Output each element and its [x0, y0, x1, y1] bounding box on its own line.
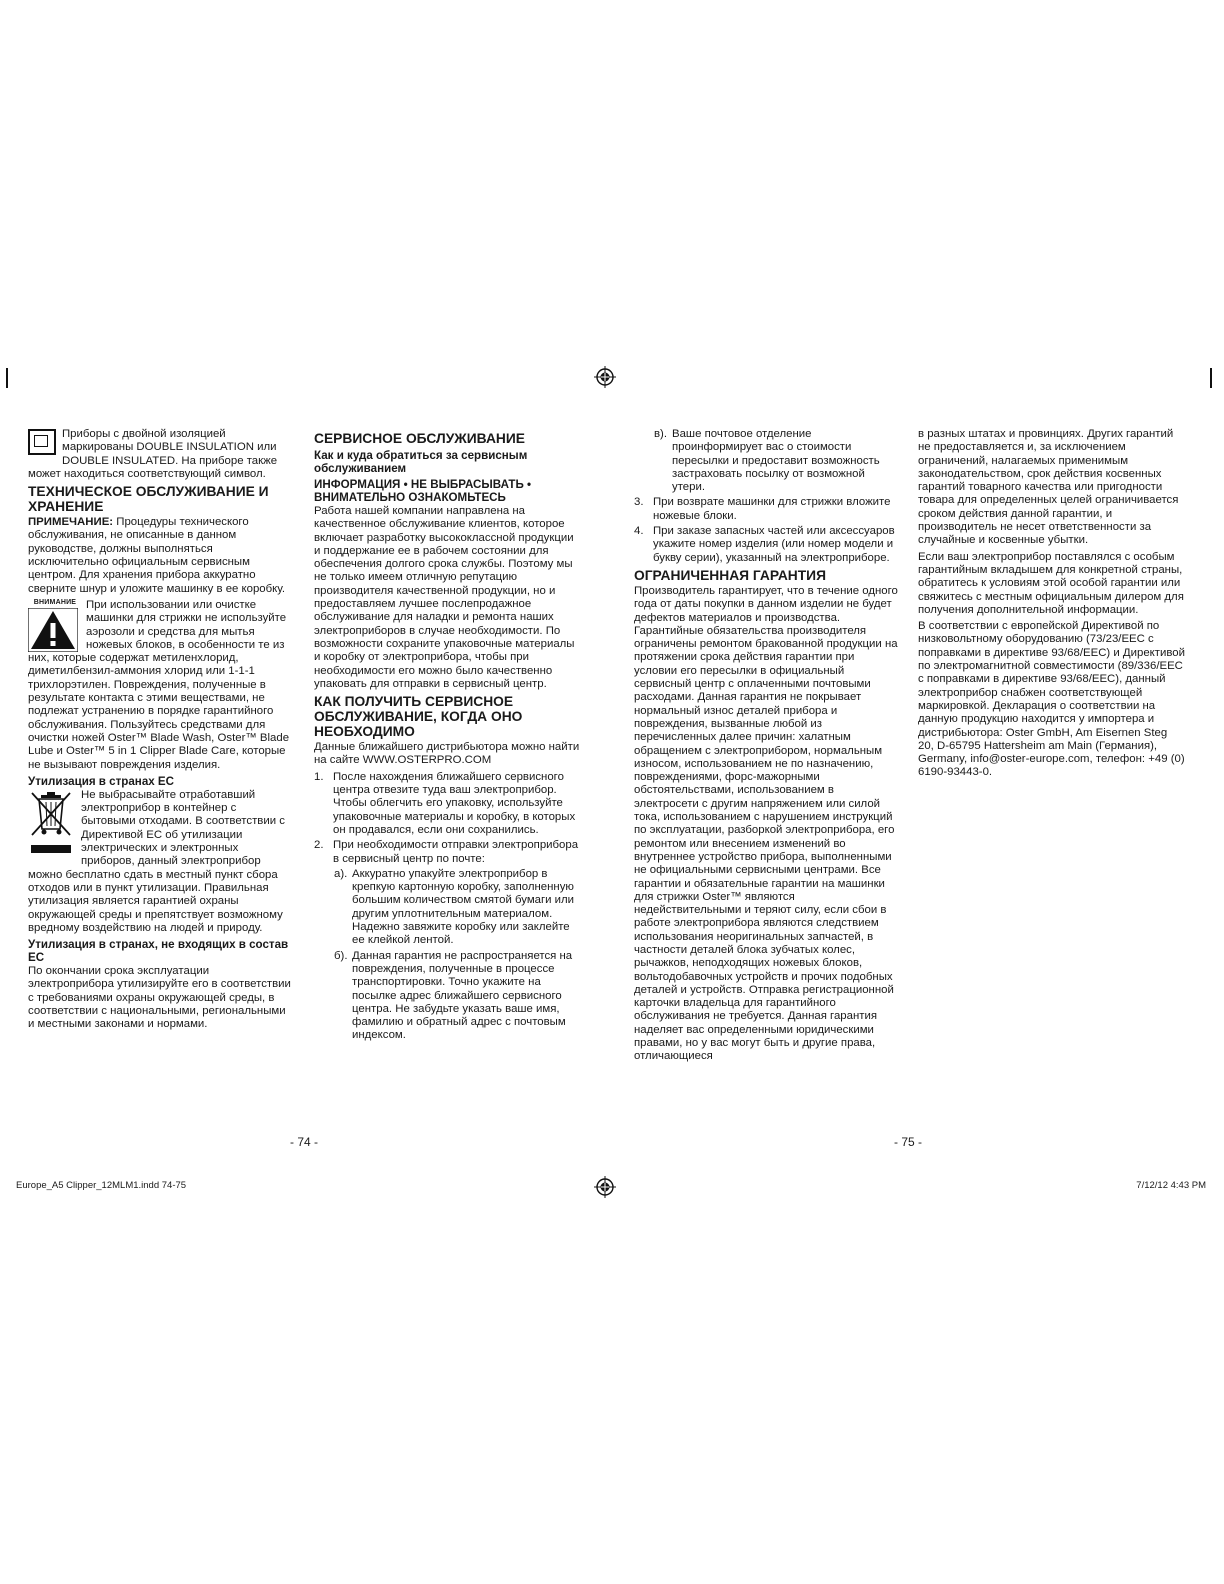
- warranty-paragraph: Производитель гарантирует, что в течение одного года от даты покупки в данном изделии не будет дефектов материалов и производства. Гарантийные обязательства производителя ограничены ремонтом бракованной продукции на протяжении срока действия гарантии при условии его пересылки в официальный сервисный центр с оплаченными почтовыми расходами. Данная гарантия не покрывает нормальный износ деталей прибора и повреждения, вызванные любой из перечисленных далее причин: халатным обращением с электроприбором, нормальным износом, использованием не по назначению, повреждениями, форс-мажорными обстоятельствами, использованием в электросети с другим напряжением или силой тока, использованием с нарушением инструкций по эксплуатации, разборкой электроприбора, его ремонтом или внесением изменений во внутреннее устройство прибора, выполненными не официальными сервисными центрами. Все гарантии и обязательные гарантии на машинки для стрижки Oster™ являются недействительными и теряют силу, если сбои в работе электроприбора являются следствием использования неоригинальных запчастей, в частности деталей блока зубчатых колес, рычажков, неподходящих ножевых блоков, вольтодобавочных устройств и прочих подобных деталей и устройств. Отправка регистрационной карточки владельца для гарантийного обслуживания не требуется. Данная гарантия наделяет вас определенными юридическими правами, но у вас могут быть и другие права, отличающиеся: [634, 584, 898, 1063]
- weee-bin-icon: [28, 789, 76, 859]
- registration-mark-bottom-icon: [594, 1176, 616, 1198]
- warning-triangle-icon: [28, 608, 78, 652]
- column-1: [28, 428, 293, 1035]
- crop-mark-right: [1210, 368, 1212, 388]
- eu-directive-paragraph: В соответствии с европейской Директивой по низковольтному оборудованию (73/23/ЕЕС с поправками в директиве 93/68/ЕЕС) и Директивой по электромагнитной совместимости (89/336/ЕЕС с поправками в директиве 93/68/ЕЕС), данный электроприбор снабжен соответствующей маркировкой. Декларация о соответствии на данную продукцию находится у импортера и дистрибьютора: Oster GmbH, Am Eisernen Steg 20, D-65795 Hattersheim am Main (Германия), Germany, info@oster-europe.com, телефон: +49 (0) 6190-93443-0.: [918, 620, 1185, 779]
- eu-disposal-text: Не выбрасывайте отработавший электроприбор в контейнер с бытовыми отходами. В соответствии с Директивой ЕС об утилизации электрических и электронных приборов, данный электроприбор можно бесплатно сдать в местный пункт сбора отходов или в пункт утилизации. Правильная утилизация является гарантией охраны окружающей среды и препятствует возможному вредному воздействию на людей и природу.: [28, 788, 285, 934]
- distributor-paragraph: Данные ближайшего дистрибьютора можно найти на сайте WWW.OSTERPRO.COM: [314, 741, 580, 767]
- non-eu-disposal-paragraph: По окончании срока эксплуатации электроприбора утилизируйте его в соответствии с требованиями охраны окружающей среды, в соответствии с национальными, региональными и местными законами и нормами.: [28, 965, 291, 1031]
- page-number-right: - 75 -: [894, 1135, 923, 1149]
- warning-paragraph: [28, 599, 293, 772]
- registration-mark-top-icon: [594, 366, 616, 388]
- warranty-continued-paragraph: в разных штатах и провинциях. Других гарантий не предоставляется и, за исключением ограничений, налагаемых применимым законодательством, срок действия косвенных гарантий товарного качества или пригодности товара для определенных целей ограничивается сроком действия данной гарантии, и производитель не несет ответственности за случайные и косвенные убытки.: [918, 428, 1179, 547]
- note-paragraph: [28, 516, 293, 596]
- maintenance-heading: ТЕХНИЧЕСКОЕ ОБСЛУЖИВАНИЕ И ХРАНЕНИЕ: [28, 484, 269, 515]
- page-number-left: - 74 -: [290, 1135, 319, 1149]
- sub-list-item: б). Данная гарантия не распространяется на повреждения, полученные в процессе транспортировки. Точно укажите на посылке адрес ближайшего сервисного центра. Не забудьте указать ваше имя, фамилию и обратный адрес с почтовым индексом.: [334, 949, 573, 1042]
- double-insulation-icon: [28, 429, 56, 455]
- sub-list-item: в). Ваше почтовое отделение проинформирует вас о стоимости пересылки и предоставит возможность застраховать посылку от возможной утери.: [654, 428, 880, 494]
- column-4: [918, 428, 1186, 783]
- warning-block: [28, 599, 82, 652]
- non-eu-disposal-heading: Утилизация в странах, не входящих в состав ЕС: [28, 938, 289, 965]
- service-heading: СЕРВИСНОЕ ОБСЛУЖИВАНИЕ: [314, 431, 526, 446]
- warning-label: ВНИМАНИЕ: [33, 598, 77, 606]
- warning-text: При использовании или очистке машинки для стрижки не используйте аэрозоли и средства для мытья ножевых блоков, в особенности те из них, которые содержат метиленхлорид, диметилбензил-аммония хлорид или 1-1-1 трихлорэтилен. Повреждения, полученные в результате контакта с этими веществами, не подлежат устранению в порядке гарантийного обслуживания. Пользуйтесь средствами для очистки ножей Oster™ Blade Wash, Oster™ Blade Lube и Oster™ 5 in 1 Clipper Blade Care, которые не вызывают повреждения изделия.: [28, 598, 290, 771]
- eu-disposal-heading: Утилизация в странах ЕС: [28, 774, 175, 788]
- eu-disposal-paragraph: [28, 789, 293, 935]
- service-subheading: Как и куда обратиться за сервисным обслуживанием: [314, 449, 528, 475]
- country-warranty-paragraph: Если ваш электроприбор поставлялся с особым гарантийным вкладышем для конкретной страны, обратитесь к условиям этой особой гарантии или свяжитесь с местным официальным дилером для получения дополнительной информации.: [918, 550, 1184, 616]
- list-item: 1. После нахождения ближайшего сервисного центра отвезите туда ваш электроприбор. Чтобы облегчить его упаковку, используйте упаковочные материалы и коробку, в которых он продавался, если они сохранились.: [314, 770, 576, 836]
- limited-warranty-heading: ОГРАНИЧЕННАЯ ГАРАНТИЯ: [634, 567, 827, 583]
- how-to-get-service-heading: КАК ПОЛУЧИТЬ СЕРВИСНОЕ ОБСЛУЖИВАНИЕ, КОГДА ОНО НЕОБХОДИМО: [314, 694, 523, 740]
- list-item: 2. При необходимости отправки электроприбора в сервисный центр по почте:: [314, 839, 579, 865]
- list-item: 3. При возврате машинки для стрижки вложите ножевые блоки.: [634, 496, 891, 522]
- sub-list-item: а). Аккуратно упакуйте электроприбор в крепкую картонную коробку, заполненную большим количеством смятой бумаги или другим уплотнительным материалом. Надежно завяжите коробку или заклейте ее клейкой лентой.: [334, 867, 575, 947]
- service-paragraph: Работа нашей компании направлена на качественное обслуживание клиентов, которое включает разработку высококлассной продукции и поддержание ее в рабочем состоянии для обеспечения долгого срока службы. Поэтому мы не только имеем отличную репутацию производителя качественной продукции, но и предоставляем лучшее послепродажное обслуживание для наладки и ремонта наших электроприборов в случае необходимости. По возможности сохраните упаковочные материалы и коробку от электроприбора, чтобы при необходимости его можно было качественно упаковать для отправки в сервисный центр.: [314, 505, 575, 690]
- note-label: ПРИМЕЧАНИЕ:: [28, 516, 114, 529]
- column-2: [314, 428, 580, 1045]
- note-text: Процедуры технического обслуживания, не описанные в данном руководстве, должны выполняться исключительно официальным сервисным центром. Для хранения прибора аккуратно сверните шнур и уложите машинку в ее коробку.: [28, 516, 285, 595]
- slug-date: 7/12/12 4:43 PM: [1136, 1180, 1206, 1191]
- list-item: 4. При заказе запасных частей или аксессуаров укажите номер изделия (или номер модели и букву серии), указанный на электроприборе.: [634, 525, 895, 564]
- info-heading: ИНФОРМАЦИЯ • НЕ ВЫБРАСЫВАТЬ • ВНИМАТЕЛЬНО ОЗНАКОМЬТЕСЬ: [314, 478, 532, 504]
- double-insulation-paragraph: Приборы с двойной изоляцией маркированы DOUBLE INSULATION или DOUBLE INSULATED. На приборе также может находиться соответствующий символ.: [28, 428, 278, 480]
- slug-filename: Europe_A5 Clipper_12MLM1.indd 74-75: [16, 1180, 187, 1191]
- crop-mark-left: [6, 368, 8, 388]
- column-3: [634, 428, 900, 1067]
